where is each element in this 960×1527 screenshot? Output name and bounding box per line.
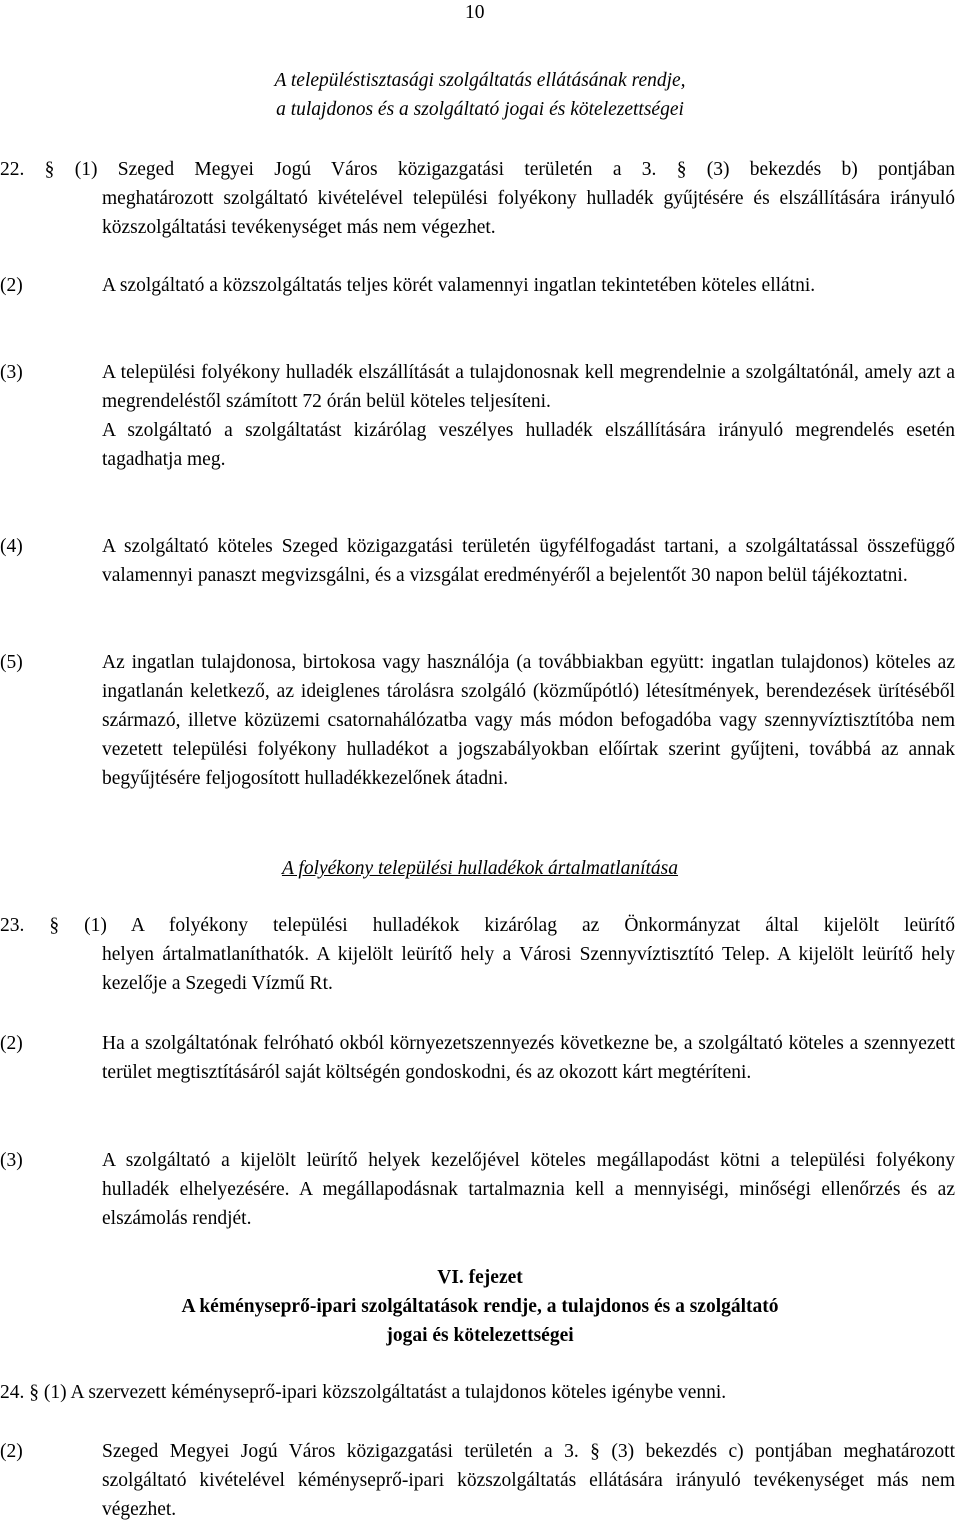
paragraph-number: (3) bbox=[0, 1150, 23, 1171]
paragraph-text: A települési folyékony hulladék elszállítását a tulajdonosnak kell megrendelnie a szolgáltatónál, amely azt a megrendeléstől számított 72 órán belül köteles teljesíteni. bbox=[102, 362, 955, 412]
page-number: 10 bbox=[465, 2, 485, 23]
section-title bbox=[0, 66, 960, 124]
paragraph-text: A szervezett kéményseprő-ipari közszolgáltatást a tulajdonos köteles igénybe venni. bbox=[70, 1382, 727, 1403]
paragraph-text: meghatározott szolgáltató kivételével települési folyékony hulladék gyűjtésére és elszállítására irányuló közszolgáltatási tevékenységet más nem végezhet. bbox=[102, 188, 955, 238]
paragraph-text: A szolgáltató köteles Szeged közigazgatási területén ügyfélfogadást tartani, a szolgáltatással összefüggő valamennyi panaszt megvizsgálni, és a vizsgálat eredményéről a bejelentőt 30 napon belül tájékoztatni. bbox=[102, 536, 955, 586]
paragraph-22-2 bbox=[0, 271, 955, 300]
chapter-title-line-1: A kéményseprő-ipari szolgáltatások rendje, a tulajdonos és a szolgáltató bbox=[181, 1296, 779, 1317]
paragraph-number: (2) bbox=[0, 1033, 23, 1054]
paragraph-number: (2) bbox=[0, 1441, 23, 1462]
paragraph-text: helyen ártalmatlaníthatók. A kijelölt leürítő hely a Városi Szennyvíztisztító Telep. A kijelölt leürítő hely kezelője a Szegedi Vízmű Rt. bbox=[102, 944, 955, 994]
chapter-heading bbox=[0, 1263, 960, 1350]
paragraph-number: (4) bbox=[0, 536, 23, 557]
paragraph-22-4 bbox=[0, 532, 955, 590]
section-title-text: A folyékony települési hulladékok ártalmatlanítása bbox=[281, 858, 679, 879]
paragraph-text-continuation: A szolgáltató a szolgáltatást kizárólag veszélyes hulladék elszállítására irányuló megrendelés esetén tagadhatja meg. bbox=[102, 420, 955, 470]
paragraph-number: 23. § (1) bbox=[0, 915, 107, 936]
paragraph-24-1 bbox=[0, 1378, 955, 1407]
paragraph-number: 24. § (1) bbox=[0, 1382, 67, 1403]
paragraph-text-first-line: Szeged Megyei Jogú Város közigazgatási területén a 3. § (3) bekezdés b) pontjában bbox=[117, 159, 955, 180]
paragraph-24-2 bbox=[0, 1437, 955, 1524]
paragraph-number: 22. § (1) bbox=[0, 159, 98, 180]
chapter-number: VI. fejezet bbox=[437, 1267, 523, 1288]
paragraph-23-3 bbox=[0, 1146, 955, 1233]
paragraph-text: Az ingatlan tulajdonosa, birtokosa vagy használója (a továbbiakban együtt: ingatlan tulajdonos) köteles az ingatlanán keletkező, az ideiglenes tárolásra szolgáló (közműpótló) létesítmények, berendezések ürítéséből származó, illetve közüzemi csatornahálózatba vagy más módon befogadóba vagy szennyvíztisztítóba nem vezetett települési folyékony hulladékot a jogszabályokban előírtak szerint gyűjteni, továbbá az annak begyűjtésére feljogosított hulladékkezelőnek átadni. bbox=[102, 652, 955, 789]
paragraph-text: A szolgáltató a kijelölt leürítő helyek kezelőjével köteles megállapodást kötni a települési folyékony hulladék elhelyezésére. A megállapodásnak tartalmaznia kell a mennyiségi, minőségi ellenőrzés és az elszámolás rendjét. bbox=[102, 1150, 955, 1229]
paragraph-22-5 bbox=[0, 648, 955, 793]
section-title-line-1: A településtisztasági szolgáltatás ellátásának rendje, bbox=[274, 70, 686, 91]
paragraph-22-3 bbox=[0, 358, 955, 474]
paragraph-text-first-line: A folyékony települési hulladékok kizárólag az Önkormányzat által kijelölt leürítő bbox=[130, 915, 955, 936]
paragraph-23-1 bbox=[0, 911, 955, 998]
paragraph-text: Ha a szolgáltatónak felróható okból környezetszennyezés következne be, a szolgáltató köteles a szennyezett terület megtisztításáról saját költségén gondoskodni, és az okozott kárt megtéríteni. bbox=[102, 1033, 955, 1083]
paragraph-22-1 bbox=[0, 155, 955, 242]
section-title-line-2: a tulajdonos és a szolgáltató jogai és kötelezettségei bbox=[276, 99, 684, 120]
paragraph-23-2 bbox=[0, 1029, 955, 1087]
paragraph-text: A szolgáltató a közszolgáltatás teljes körét valamennyi ingatlan tekintetében köteles ellátni. bbox=[102, 275, 816, 296]
paragraph-number: (3) bbox=[0, 362, 23, 383]
section-title-2 bbox=[0, 854, 960, 883]
chapter-title-line-2: jogai és kötelezettségei bbox=[386, 1325, 574, 1346]
paragraph-number: (2) bbox=[0, 275, 23, 296]
paragraph-text: Szeged Megyei Jogú Város közigazgatási területén a 3. § (3) bekezdés c) pontjában meghatározott szolgáltató kivételével kéményseprő-ipari közszolgáltatás ellátására irányuló tevékenységet más nem végezhet. bbox=[102, 1441, 955, 1520]
paragraph-number: (5) bbox=[0, 652, 23, 673]
